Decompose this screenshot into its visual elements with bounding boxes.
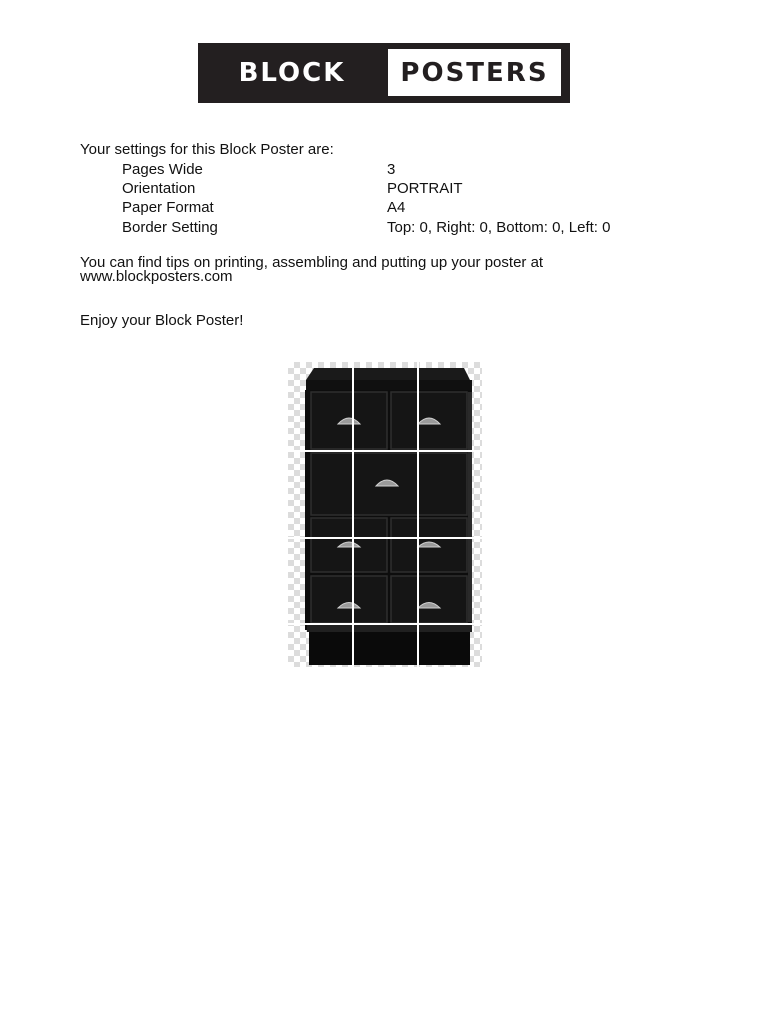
enjoy-message: Enjoy your Block Poster! [80, 312, 244, 329]
setting-label-paper-format: Paper Format [122, 199, 214, 216]
setting-value-border-setting: Top: 0, Right: 0, Bottom: 0, Left: 0 [387, 219, 611, 236]
logo-posters-text: POSTERS [388, 49, 561, 96]
setting-label-orientation: Orientation [122, 180, 196, 197]
setting-value-pages-wide: 3 [387, 161, 396, 178]
poster-preview [288, 362, 482, 667]
cabinet-image [288, 362, 482, 667]
tips-url: www.blockposters.com [80, 268, 233, 285]
setting-value-orientation: PORTRAIT [387, 180, 463, 197]
block-posters-logo [198, 43, 570, 103]
setting-label-pages-wide: Pages Wide [122, 161, 203, 178]
setting-value-paper-format: A4 [387, 199, 406, 216]
logo-block-text: BLOCK [238, 58, 346, 88]
tips-text: You can find tips on printing, assembling and putting up your poster at [80, 254, 544, 271]
setting-label-border-setting: Border Setting [122, 219, 218, 236]
settings-intro: Your settings for this Block Poster are: [80, 141, 334, 158]
